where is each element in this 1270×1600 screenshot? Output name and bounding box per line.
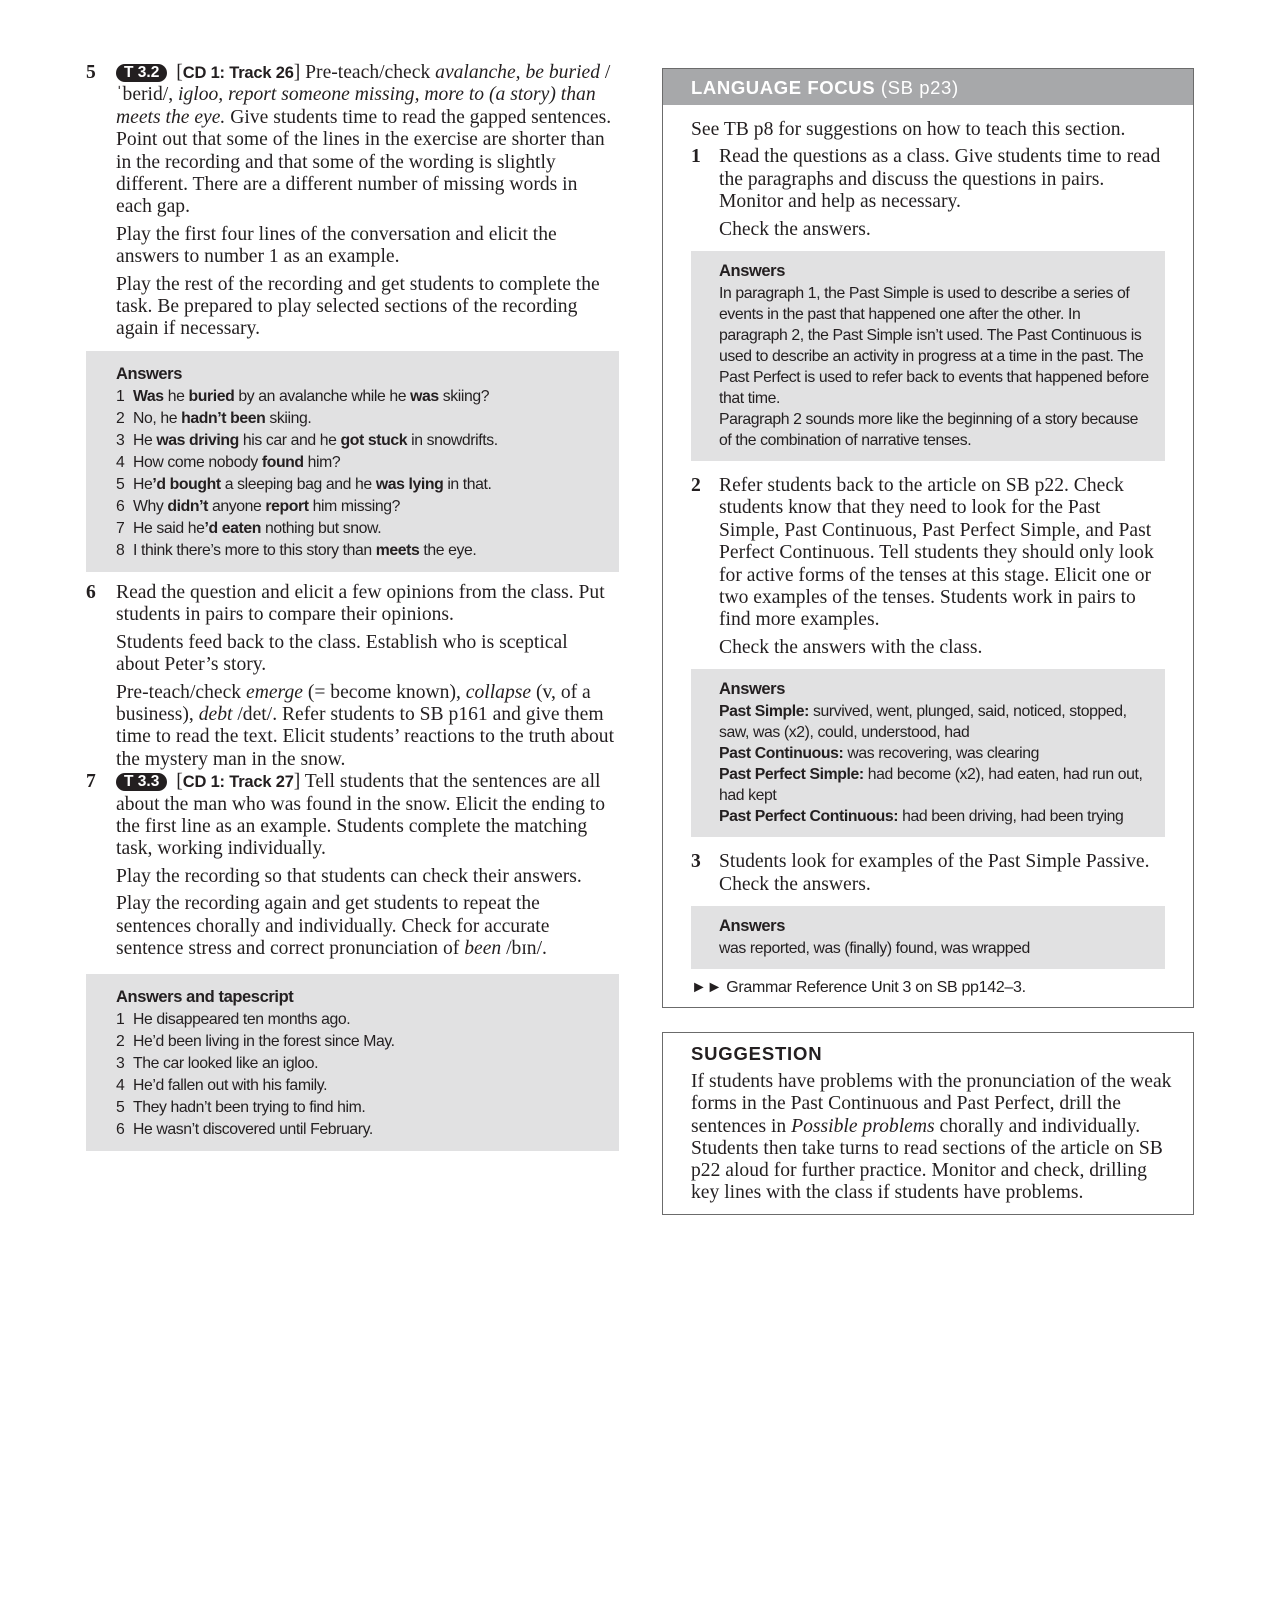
panel-title bbox=[663, 69, 1193, 105]
step-5-para-2: Play the first four lines of the conversation and elicit the answers to number 1 as an example. bbox=[116, 223, 557, 268]
answer-number: 1 bbox=[116, 387, 125, 405]
text: Play the recording again and get students to repeat the sentences chorally and individually. Check for accurate sentence stress and correct pronunciation of bbox=[116, 893, 550, 959]
text: chorally and individually. Students then take turns to read sections of the article on SB p22 aloud for further practice. Monitor and check, drilling key lines with the class if students have problems. bbox=[691, 1115, 1163, 1204]
answer-item bbox=[116, 1119, 603, 1141]
lf-step-3-para-1: Students look for examples of the Past Simple Passive. Check the answers. bbox=[719, 851, 1150, 895]
answers-list bbox=[116, 386, 603, 562]
answer-text: him missing? bbox=[308, 497, 401, 515]
tense-answer-row bbox=[719, 764, 1151, 806]
tense-label: Past Continuous: bbox=[719, 745, 844, 763]
answer-text: nothing but snow. bbox=[261, 519, 382, 537]
step-number: 2 bbox=[691, 475, 701, 497]
tense-label: Past Perfect Simple: bbox=[719, 766, 864, 784]
answer-item bbox=[116, 1097, 603, 1119]
suggestion-text bbox=[691, 1071, 1175, 1204]
answer-highlight: meets bbox=[375, 541, 420, 559]
answer-item bbox=[116, 452, 603, 474]
answer-text: Why bbox=[133, 497, 168, 515]
answer-text: him? bbox=[303, 453, 341, 471]
answer-text: I think there’s more to this story than bbox=[133, 541, 376, 559]
answer-highlight: buried bbox=[188, 387, 235, 405]
tense-examples: had become (x2), had eaten, had run out, had kept bbox=[719, 766, 1143, 805]
tense-answer-row bbox=[719, 743, 1151, 764]
vocab-terms: avalanche, be buried bbox=[435, 62, 601, 83]
answer-text: skiing? bbox=[438, 387, 490, 405]
answer-highlight: found bbox=[261, 453, 304, 471]
text: /bɪn/. bbox=[501, 937, 547, 959]
step-6-para-2: Students feed back to the class. Establish who is sceptical about Peter’s story. bbox=[116, 631, 568, 676]
answer-item bbox=[116, 496, 603, 518]
left-column bbox=[86, 62, 616, 1151]
lf-step-1-para-1: Read the questions as a class. Give students time to read the paragraphs and discuss the questions in pairs. Monitor and help as necessary. bbox=[719, 146, 1161, 213]
answer-paragraph: In paragraph 1, the Past Simple is used to describe a series of events in the past that happened one after the other. In paragraph 2, the Past Simple isn’t used. The Past Continuous is used to describe an activity in progress at a time in the past. The Past Perfect is used to refer back to events that happened before that time. bbox=[719, 285, 1149, 408]
answer-text: He bbox=[133, 431, 157, 449]
step-7 bbox=[86, 771, 616, 960]
tense-answer-row bbox=[719, 701, 1151, 743]
step-7-para-3 bbox=[116, 893, 616, 960]
answer-text: anyone bbox=[207, 497, 266, 515]
phonetic: /ˈberid/, bbox=[116, 62, 611, 106]
section-reference: Possible problems bbox=[791, 1115, 935, 1137]
answer-text: He bbox=[133, 475, 153, 493]
answers-heading: Answers and tapescript bbox=[116, 988, 294, 1007]
tense-examples: had been driving, had been trying bbox=[898, 808, 1124, 826]
step-number: 1 bbox=[691, 146, 701, 168]
answer-text: the eye. bbox=[419, 541, 477, 559]
step-7-para-1: T 3.3 [CD 1: Track 27] Tell students that the sentences are all about the man who was found in the snow. Elicit the ending to the first line as an example. Students complete the matching task, working individually. bbox=[116, 771, 606, 860]
vocab-term: debt bbox=[198, 703, 233, 725]
answer-item bbox=[116, 518, 603, 540]
answer-text: He said he bbox=[133, 519, 205, 537]
step-number: 5 bbox=[86, 62, 96, 83]
answer-item bbox=[116, 540, 603, 562]
step-5 bbox=[86, 62, 616, 341]
answer-text: he bbox=[163, 387, 189, 405]
answer-text: How come nobody bbox=[133, 453, 262, 471]
answer-number: 8 bbox=[116, 541, 125, 559]
answer-number: 7 bbox=[116, 519, 125, 537]
lf-answers-1 bbox=[691, 251, 1165, 461]
answer-number: 3 bbox=[116, 1055, 125, 1073]
answer-item bbox=[116, 386, 603, 408]
answer-text: The car looked like an igloo. bbox=[133, 1055, 319, 1073]
text: Pre-teach/check bbox=[116, 681, 246, 703]
step-6-para-3 bbox=[116, 682, 616, 772]
text: Tell students that the sentences are all about the man who was found in the snow. Elicit the ending to the first line as an example. Students complete the matching task, working individually. bbox=[116, 771, 606, 860]
text: /det/. Refer students to SB p161 and give them time to read the text. Elicit students’ reactions to the truth about the mystery man in the snow. bbox=[116, 703, 615, 770]
lf-step-2-para-1: Refer students back to the article on SB p22. Check students know that they need to look for the Past Simple, Past Continuous, Past Perfect Simple, and Past Perfect Continuous. Tell students they should only look for active forms of the tenses at this stage. Elicit one or two examples of the tenses. Students work in pairs to find more examples. bbox=[719, 475, 1154, 631]
answer-number: 5 bbox=[116, 1099, 125, 1117]
text: (= become known), bbox=[302, 681, 466, 703]
panel-body bbox=[663, 105, 1193, 1007]
answer-text: He’d been living in the forest since May. bbox=[133, 1033, 395, 1051]
tense-answer-list bbox=[719, 701, 1151, 827]
track-badge: T 3.2 bbox=[116, 64, 167, 82]
answer-highlight: Was bbox=[133, 387, 164, 405]
answer-text: They hadn’t been trying to find him. bbox=[133, 1099, 366, 1117]
track-badge: T 3.3 bbox=[116, 773, 167, 791]
answer-highlight: was driving bbox=[156, 431, 239, 449]
track-label: CD 1: Track 26 bbox=[182, 64, 294, 82]
text: (v, of a business), bbox=[116, 681, 591, 725]
text: Pre-teach/check bbox=[305, 62, 436, 83]
answer-text: in snowdrifts. bbox=[407, 431, 498, 449]
step-5-para-3: Play the rest of the recording and get students to complete the task. Be prepared to play selected sections of the recording again if necessary. bbox=[116, 273, 600, 340]
vocab-terms: igloo, report someone missing, more to (a story) than meets the eye. bbox=[116, 84, 596, 128]
answer-item bbox=[116, 430, 603, 452]
answer-text: in that. bbox=[443, 475, 492, 493]
tense-examples: was recovering, was clearing bbox=[843, 745, 1039, 763]
tense-examples: survived, went, plunged, said, noticed, stopped, saw, was (x2), could, understood, had bbox=[719, 703, 1127, 742]
step-5-intro: T 3.2 [CD 1: Track 26] Pre-teach/check avalanche, be buried /ˈberid/, igloo, report someone missing, more to (a story) than meets the eye. Give students time to read the gapped sentences. Point out that some of the lines in the exercise are shorter than in the recording and that some of the wording is slightly different. There are a different number of missing words in each gap. bbox=[116, 62, 612, 218]
panel-title-ref: (SB p23) bbox=[875, 77, 959, 98]
answers-box-step-7 bbox=[86, 974, 619, 1151]
answers-heading: Answers bbox=[719, 917, 785, 936]
lf-answers-2 bbox=[691, 669, 1165, 837]
suggestion-panel bbox=[662, 1032, 1194, 1215]
answer-text: a sleeping bag and he bbox=[220, 475, 376, 493]
step-number: 6 bbox=[86, 581, 96, 603]
answer-item bbox=[116, 1075, 603, 1097]
answer-text: was reported, was (finally) found, was wrapped bbox=[719, 940, 1030, 958]
track-label: CD 1: Track 27 bbox=[182, 773, 294, 792]
answer-number: 6 bbox=[116, 497, 125, 515]
text: If students have problems with the pronunciation of the weak forms in the Past Continuous and Past Perfect, drill the sentences in bbox=[691, 1071, 1172, 1137]
answer-text: He wasn’t discovered until February. bbox=[133, 1121, 373, 1139]
lf-step-3 bbox=[691, 851, 1165, 896]
answer-number: 5 bbox=[116, 475, 125, 493]
answer-highlight: ’d eaten bbox=[204, 519, 262, 537]
answer-paragraph: Paragraph 2 sounds more like the beginning of a story because of the combination of narrative tenses. bbox=[719, 411, 1139, 450]
lf-step-2 bbox=[691, 475, 1165, 659]
vocab-term: been bbox=[464, 937, 502, 959]
answer-number: 6 bbox=[116, 1121, 125, 1139]
suggestion-heading: SUGGESTION bbox=[691, 1043, 823, 1065]
step-number: 7 bbox=[86, 771, 96, 793]
answer-text: skiing. bbox=[265, 409, 312, 427]
answers-list bbox=[116, 1009, 603, 1141]
lf-answers-3 bbox=[691, 906, 1165, 969]
grammar-reference: ►► Grammar Reference Unit 3 on SB pp142–3. bbox=[691, 979, 1026, 997]
answer-text: by an avalanche while he bbox=[234, 387, 411, 405]
answer-item bbox=[116, 1053, 603, 1075]
text: Give students time to read the gapped sentences. Point out that some of the lines in the exercise are shorter than in the recording and that some of the wording is slightly different. There are a different number of missing words in each gap. bbox=[116, 106, 612, 218]
answers-heading: Answers bbox=[719, 680, 785, 699]
answers-box-step-5 bbox=[86, 351, 619, 572]
answer-item bbox=[116, 408, 603, 430]
answer-item bbox=[116, 1009, 603, 1031]
answer-text: his car and he bbox=[238, 431, 341, 449]
tense-answer-row bbox=[719, 806, 1151, 827]
step-6-para-1: Read the question and elicit a few opinions from the class. Put students in pairs to compare their opinions. bbox=[116, 581, 605, 626]
lf-step-1 bbox=[691, 146, 1165, 241]
step-number: 3 bbox=[691, 851, 701, 873]
answer-number: 3 bbox=[116, 431, 125, 449]
answer-text: He’d fallen out with his family. bbox=[133, 1077, 328, 1095]
answer-number: 1 bbox=[116, 1011, 125, 1029]
step-7-para-2: Play the recording so that students can check their answers. bbox=[116, 865, 582, 887]
tense-label: Past Simple: bbox=[719, 703, 810, 721]
answer-number: 2 bbox=[116, 409, 125, 427]
answer-number: 4 bbox=[116, 453, 125, 471]
answer-highlight: didn’t bbox=[167, 497, 208, 515]
answer-highlight: got stuck bbox=[340, 431, 408, 449]
lf-step-1-para-2: Check the answers. bbox=[719, 218, 871, 240]
answers-heading: Answers bbox=[116, 364, 182, 383]
answer-text: No, he bbox=[133, 409, 182, 427]
answer-item bbox=[116, 1031, 603, 1053]
answer-number: 2 bbox=[116, 1033, 125, 1051]
panel-intro: See TB p8 for suggestions on how to teach this section. bbox=[691, 119, 1126, 140]
answer-highlight: ’d bought bbox=[152, 475, 221, 493]
answer-highlight: hadn’t been bbox=[181, 409, 266, 427]
lf-step-2-para-2: Check the answers with the class. bbox=[719, 636, 983, 658]
vocab-term: emerge bbox=[246, 681, 303, 703]
step-6 bbox=[86, 582, 616, 771]
answer-number: 4 bbox=[116, 1077, 125, 1095]
answers-heading: Answers bbox=[719, 262, 785, 281]
answer-highlight: was lying bbox=[375, 475, 444, 493]
answer-text: He disappeared ten months ago. bbox=[133, 1011, 351, 1029]
panel-title-label: LANGUAGE FOCUS bbox=[691, 77, 876, 98]
vocab-term: collapse bbox=[465, 681, 532, 703]
answer-highlight: was bbox=[410, 387, 439, 405]
right-column bbox=[662, 68, 1194, 1215]
answer-highlight: report bbox=[265, 497, 309, 515]
tense-label: Past Perfect Continuous: bbox=[719, 808, 899, 826]
language-focus-panel bbox=[662, 68, 1194, 1008]
answer-item bbox=[116, 474, 603, 496]
